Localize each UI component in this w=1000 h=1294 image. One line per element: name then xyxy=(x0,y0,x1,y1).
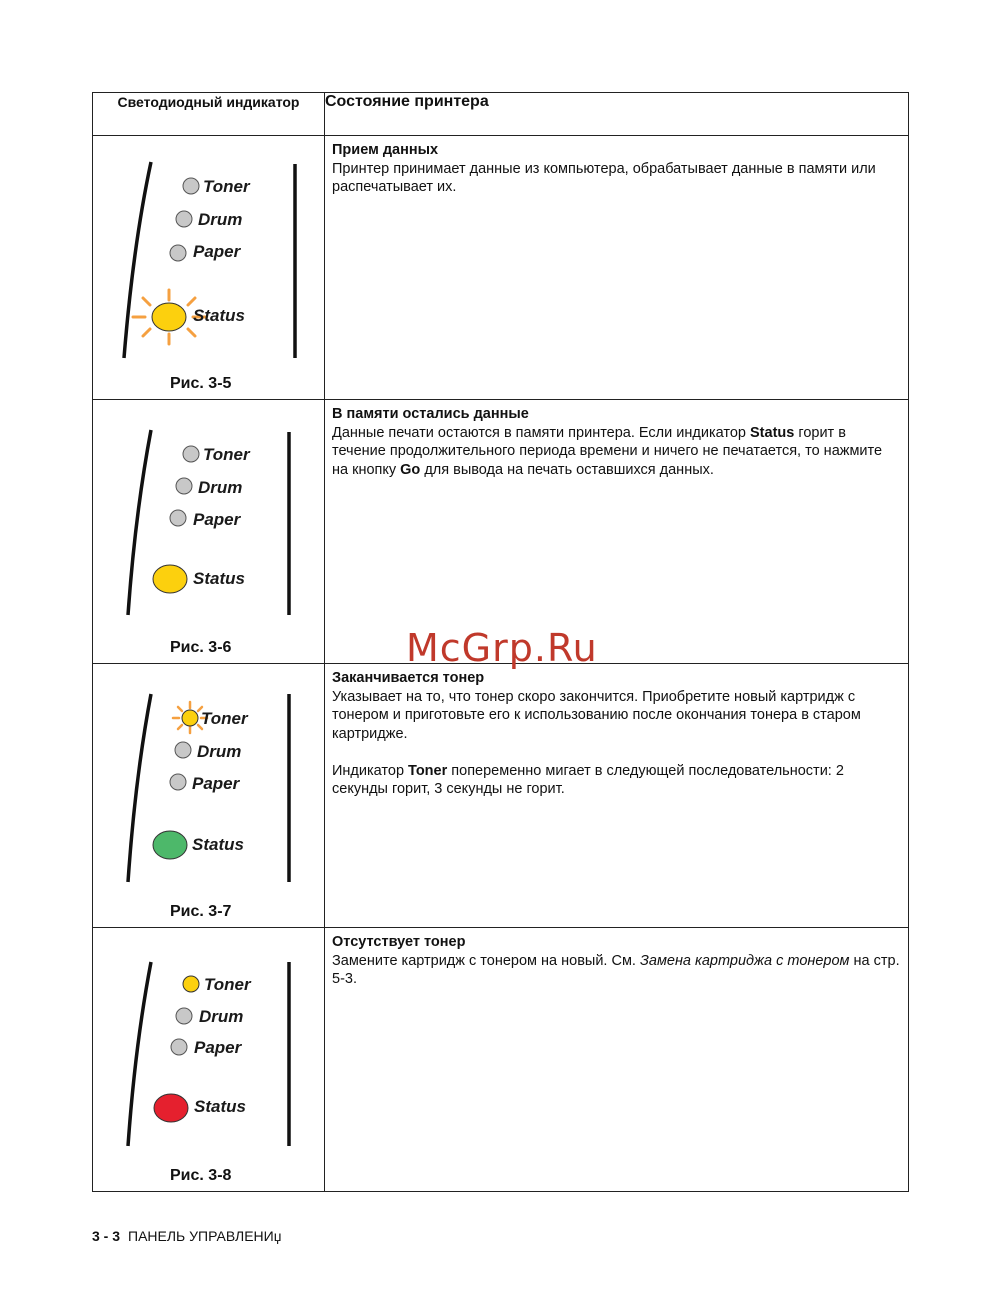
paper-led-icon xyxy=(171,1039,187,1055)
status-description xyxy=(325,928,908,989)
go-keyword: Go xyxy=(400,461,421,478)
status-title: Заканчивается тонер xyxy=(332,670,485,686)
toner-led-icon xyxy=(183,446,199,462)
drum-label: Drum xyxy=(197,742,242,761)
paper-label: Paper xyxy=(193,242,241,261)
status-keyword: Status xyxy=(750,424,795,441)
paper-label: Paper xyxy=(192,774,240,793)
toner-led-icon xyxy=(183,178,199,194)
toner-label: Toner xyxy=(203,177,250,196)
panel-left-edge xyxy=(128,430,151,615)
toner-keyword: Toner xyxy=(408,762,448,779)
status-text: Принтер принимает данные из компьютера, обрабатывает данные в памяти или распечатывает их. xyxy=(332,160,876,195)
status-label: Status xyxy=(193,306,245,325)
status-label: Status xyxy=(192,835,244,854)
panel-drawing xyxy=(93,400,325,663)
status-text: Данные печати остаются в памяти принтера. Если индикатор Status горит в течение продолжительного периода времени и ничего не печатается, то нажмите на кнопку Go для вывода на печать оставшихся данных. xyxy=(332,424,883,478)
panel-left-edge xyxy=(128,694,151,882)
paper-led-icon xyxy=(170,774,186,790)
status-description xyxy=(325,664,908,799)
table-row xyxy=(93,928,909,1192)
figure-caption: Рис. 3-6 xyxy=(170,639,232,656)
toner-label: Toner xyxy=(203,445,250,464)
led-panel xyxy=(93,928,325,1191)
figure-caption: Рис. 3-8 xyxy=(170,1167,232,1184)
status-title: В памяти остались данные xyxy=(332,406,529,422)
paper-led-icon xyxy=(170,510,186,526)
status-text: Замените картридж с тонером на новый. См. Замена картриджа с тонером на стр. 5-3. xyxy=(332,952,900,987)
drum-label: Drum xyxy=(198,210,243,229)
panel-drawing xyxy=(93,928,325,1191)
panel-drawing xyxy=(93,136,325,399)
status-led-icon xyxy=(153,565,187,593)
header-printer-status: Состояние принтера xyxy=(325,93,909,136)
cross-reference-link: Замена картриджа с тонером xyxy=(639,952,850,969)
status-description xyxy=(325,136,908,197)
drum-led-icon xyxy=(176,478,192,494)
led-panel xyxy=(93,664,325,927)
watermark: McGrp.Ru xyxy=(406,626,598,670)
drum-led-icon xyxy=(176,211,192,227)
figure-caption: Рис. 3-5 xyxy=(170,375,232,392)
page-footer xyxy=(92,1228,281,1244)
page-number: 3 - 3 xyxy=(92,1228,121,1244)
drum-led-icon xyxy=(175,742,191,758)
toner-label: Toner xyxy=(201,709,248,728)
drum-led-icon xyxy=(176,1008,192,1024)
led-panel xyxy=(93,136,325,399)
panel-left-edge xyxy=(128,962,151,1146)
status-text-2: Индикатор Toner попеременно мигает в следующей последовательности: 2 секунды горит, 3 секунды не горит. xyxy=(332,762,844,797)
drum-label: Drum xyxy=(198,478,243,497)
status-text: Указывает на то, что тонер скоро закончится. Приобретите новый картридж с тонером и приготовьте его к использованию после окончания тонера в старом картридже. xyxy=(332,688,861,742)
panel-left-edge xyxy=(124,162,151,358)
status-description xyxy=(325,400,908,479)
table-row xyxy=(93,664,909,928)
header-led-indicator: Светодиодный индикатор xyxy=(93,93,325,136)
panel-drawing xyxy=(93,664,325,927)
table-row xyxy=(93,136,909,400)
paper-led-icon xyxy=(170,245,186,261)
paper-label: Paper xyxy=(193,510,241,529)
toner-led-icon xyxy=(183,976,199,992)
table-row xyxy=(93,400,909,664)
status-led-icon xyxy=(153,831,187,859)
status-title: Прием данных xyxy=(332,142,439,158)
status-label: Status xyxy=(194,1097,246,1116)
paper-label: Paper xyxy=(194,1038,242,1057)
toner-led-icon xyxy=(182,710,198,726)
status-title: Отсутствует тонер xyxy=(332,934,466,950)
led-panel xyxy=(93,400,325,663)
section-title: ПАНЕЛЬ УПРАВЛЕНИџ xyxy=(128,1228,282,1244)
status-led-icon xyxy=(152,303,186,331)
toner-label: Toner xyxy=(204,975,251,994)
figure-caption: Рис. 3-7 xyxy=(170,903,232,920)
status-label: Status xyxy=(193,569,245,588)
status-led-icon xyxy=(154,1094,188,1122)
drum-label: Drum xyxy=(199,1007,244,1026)
